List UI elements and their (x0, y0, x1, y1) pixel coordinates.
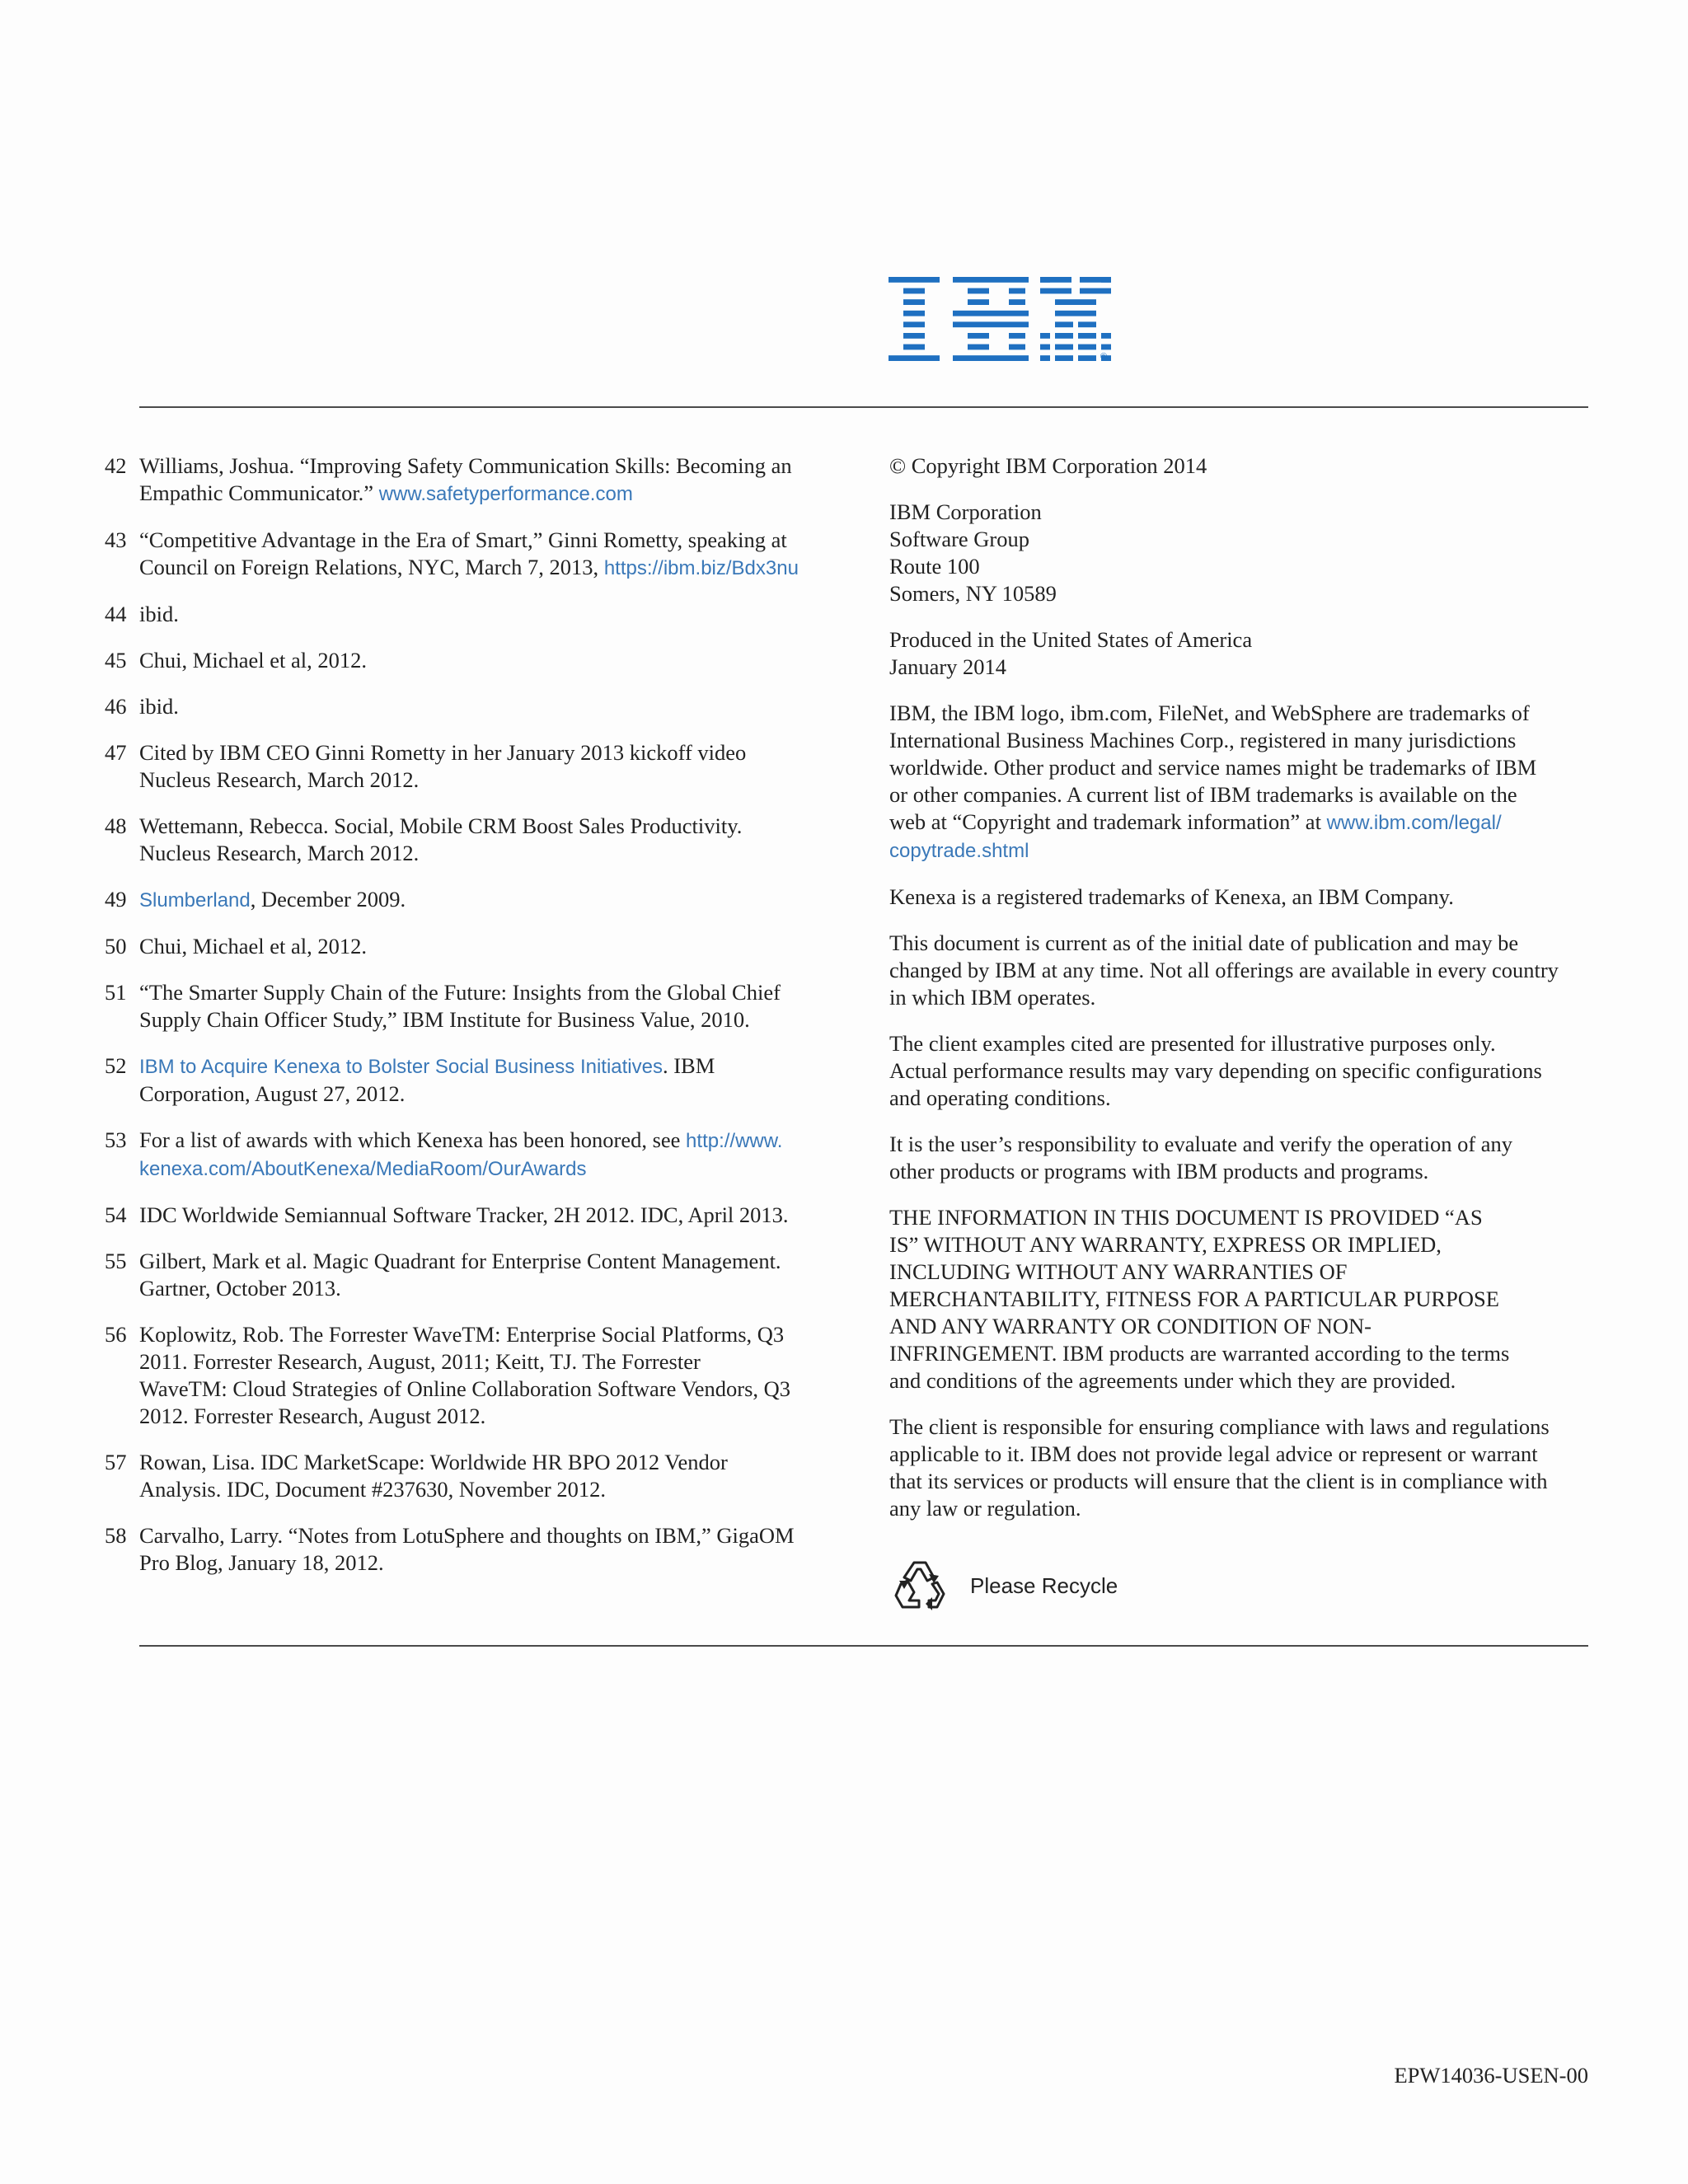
line-text: Chui, Michael et al, 2012. (139, 934, 367, 958)
footnote-number: 43 (105, 527, 127, 552)
text-line (889, 1468, 1590, 1495)
text-line (139, 1376, 846, 1403)
logo-stripe (889, 277, 940, 283)
line-text: any law or regulation. (889, 1496, 1081, 1521)
line-text: Kenexa is a registered trademarks of Kenexa, an IBM Company. (889, 884, 1454, 909)
line-text: It is the user’s responsibility to evaluate and verify the operation of any (889, 1132, 1513, 1156)
logo-stripe (1040, 288, 1071, 294)
line-text: Supply Chain Officer Study,” IBM Institute for Business Value, 2010. (139, 1007, 750, 1032)
text-line (139, 480, 846, 508)
line-text: Empathic Communicator.” (139, 480, 379, 505)
footnote-text (139, 1321, 846, 1430)
text-line (889, 883, 1590, 911)
text-line (139, 554, 846, 582)
footnote-item (105, 693, 846, 720)
footnote-text (139, 647, 846, 674)
text-line (139, 1449, 846, 1476)
text-line (139, 766, 846, 794)
footnote-item (105, 979, 846, 1033)
logo-stripe (903, 333, 925, 339)
text-line (139, 1321, 846, 1348)
text-line (139, 1348, 846, 1376)
line-text: worldwide. Other product and service names might be trademarks of IBM (889, 755, 1537, 780)
text-line (139, 1080, 846, 1108)
line-text: Carvalho, Larry. “Notes from LotuSphere and thoughts on IBM,” GigaOM (139, 1523, 795, 1548)
text-line (889, 808, 1590, 837)
text-line (139, 452, 846, 480)
line-text: web at “Copyright and trademark information” at (889, 809, 1327, 834)
text-line (139, 1549, 846, 1577)
line-text: IDC Worldwide Semiannual Software Tracker, 2H 2012. IDC, April 2013. (139, 1202, 789, 1227)
text-line (139, 1052, 846, 1080)
recycle-label: Please Recycle (970, 1572, 1118, 1598)
line-text: Somers, NY 10589 (889, 581, 1057, 606)
line-text: in which IBM operates. (889, 985, 1096, 1010)
line-text: IBM, the IBM logo, ibm.com, FileNet, and WebSphere are trademarks of (889, 701, 1530, 725)
line-text: INFRINGEMENT. IBM products are warranted according to the terms (889, 1341, 1510, 1366)
text-line (889, 1313, 1590, 1340)
reference-link[interactable]: Slumberland (139, 889, 251, 912)
logo-stripe (903, 344, 925, 350)
logo-stripe (1101, 344, 1111, 350)
footnote-text (139, 601, 846, 628)
logo-stripe (1055, 355, 1073, 361)
text-line (139, 813, 846, 840)
line-text: January 2014 (889, 654, 1007, 679)
line-text: Rowan, Lisa. IDC MarketScape: Worldwide HR BPO 2012 Vendor (139, 1450, 728, 1474)
text-line (889, 1057, 1590, 1085)
line-text: Produced in the United States of America (889, 627, 1253, 652)
legal-notices (889, 452, 1590, 1541)
line-text: Route 100 (889, 554, 980, 579)
line-text: that its services or products will ensure that the client is in compliance with (889, 1469, 1548, 1493)
line-text: “The Smarter Supply Chain of the Future: Insights from the Global Chief (139, 980, 781, 1005)
line-text: Cited by IBM CEO Ginni Rometty in her January 2013 kickoff video (139, 740, 747, 765)
footnote-number: 45 (105, 648, 127, 673)
text-line (139, 979, 846, 1006)
recycle-icon (889, 1556, 950, 1615)
line-text: © Copyright IBM Corporation 2014 (889, 453, 1207, 478)
line-text: International Business Machines Corp., registered in many jurisdictions (889, 728, 1517, 752)
text-line (889, 1231, 1590, 1258)
line-text: AND ANY WARRANTY OR CONDITION OF NON- (889, 1314, 1372, 1338)
text-line (139, 527, 846, 554)
footnote-item (105, 933, 846, 960)
text-line (139, 1476, 846, 1503)
line-text: For a list of awards with which Kenexa has been honored, see (139, 1127, 687, 1152)
footnote-text (139, 886, 846, 914)
footnote-number: 56 (105, 1322, 127, 1347)
logo-stripe (1040, 344, 1050, 350)
logo-stripe (1078, 333, 1096, 339)
footnote-item (105, 886, 846, 914)
text-line (139, 840, 846, 867)
logo-stripe (1009, 344, 1025, 350)
line-text: , December 2009. (250, 887, 406, 912)
legal-paragraph (889, 700, 1590, 865)
line-text: Wettemann, Rebecca. Social, Mobile CRM Boost Sales Productivity. (139, 813, 743, 838)
footnote-number: 57 (105, 1450, 127, 1474)
line-text: 2011. Forrester Research, August, 2011; Keitt, TJ. The Forrester (139, 1349, 701, 1374)
text-line (889, 1204, 1590, 1231)
line-text: . IBM (662, 1053, 715, 1078)
footnote-item (105, 1321, 846, 1430)
text-line (139, 1275, 846, 1302)
text-line (889, 1340, 1590, 1367)
text-line (889, 580, 1590, 607)
footnote-item (105, 1127, 846, 1183)
line-text: MERCHANTABILITY, FITNESS FOR A PARTICULAR PURPOSE (889, 1286, 1499, 1311)
footnote-text (139, 1127, 846, 1183)
text-line (889, 1286, 1590, 1313)
reference-link[interactable]: www.safetyperformance.com (378, 483, 633, 505)
recycle-notice (889, 1556, 1118, 1615)
line-text: Nucleus Research, March 2012. (139, 841, 420, 865)
logo-stripe (953, 277, 1029, 283)
logo-stripe (1040, 355, 1050, 361)
logo-stripe (1009, 333, 1025, 339)
line-text: Pro Blog, January 18, 2012. (139, 1550, 384, 1575)
text-line (889, 1158, 1590, 1185)
legal-paragraph (889, 499, 1590, 607)
footnote-text (139, 1248, 846, 1302)
footnote-text (139, 739, 846, 794)
bottom-divider (139, 1645, 1588, 1647)
text-line (889, 1413, 1590, 1441)
line-text: Williams, Joshua. “Improving Safety Communication Skills: Becoming an (139, 453, 792, 478)
footnote-text (139, 1522, 846, 1577)
text-line (889, 1441, 1590, 1468)
logo-stripe (953, 321, 1029, 327)
footnote-number: 54 (105, 1202, 127, 1227)
text-line (889, 754, 1590, 781)
line-text: Analysis. IDC, Document #237630, November 2012. (139, 1477, 606, 1502)
line-text: INCLUDING WITHOUT ANY WARRANTIES OF (889, 1259, 1348, 1284)
footnote-item (105, 527, 846, 582)
line-text: 2012. Forrester Research, August 2012. (139, 1404, 486, 1428)
text-line (889, 1258, 1590, 1286)
text-line (889, 727, 1590, 754)
legal-paragraph (889, 1131, 1590, 1185)
text-line (889, 1030, 1590, 1057)
footnote-text (139, 452, 846, 508)
text-line (889, 700, 1590, 727)
line-text: IBM Corporation (889, 499, 1042, 524)
footnote-text (139, 693, 846, 720)
document-number: EPW14036-USEN-00 (1394, 2063, 1588, 2088)
line-text: other products or programs with IBM products and programs. (889, 1159, 1429, 1183)
logo-stripe (1055, 321, 1073, 327)
footnote-text (139, 527, 846, 582)
logo-stripe (968, 333, 989, 339)
legal-paragraph (889, 883, 1590, 911)
footnote-number: 53 (105, 1127, 127, 1152)
footnote-text (139, 813, 846, 867)
logo-stripe (1055, 311, 1096, 316)
logo-stripe (953, 311, 1029, 316)
text-line (139, 1522, 846, 1549)
line-text: applicable to it. IBM does not provide legal advice or represent or warrant (889, 1441, 1538, 1466)
line-text: Gilbert, Mark et al. Magic Quadrant for Enterprise Content Management. (139, 1249, 781, 1273)
logo-stripe (968, 288, 989, 294)
line-text: or other companies. A current list of IBM trademarks is available on the (889, 782, 1517, 807)
text-line (139, 1403, 846, 1430)
logo-stripe (1009, 288, 1025, 294)
logo-stripe (903, 311, 925, 316)
logo-stripe (1101, 277, 1111, 283)
footnote-number: 50 (105, 934, 127, 958)
footnote-item (105, 1522, 846, 1577)
line-text: Koplowitz, Rob. The Forrester WaveTM: Enterprise Social Platforms, Q3 (139, 1322, 785, 1347)
text-line (889, 499, 1590, 526)
logo-stripe (968, 344, 989, 350)
text-line (139, 1202, 846, 1229)
line-text: This document is current as of the initial date of publication and may be (889, 930, 1519, 955)
footnote-item (105, 1202, 846, 1229)
text-line (139, 933, 846, 960)
legal-paragraph (889, 930, 1590, 1011)
text-line (889, 452, 1590, 480)
legal-paragraph (889, 1413, 1590, 1522)
text-line (139, 601, 846, 628)
reference-link[interactable]: www.ibm.com/legal/ (1326, 812, 1502, 834)
line-text: ibid. (139, 694, 179, 719)
footnote-number: 42 (105, 453, 127, 478)
line-text: Council on Foreign Relations, NYC, March 7, 2013, (139, 555, 604, 579)
line-text: ibid. (139, 602, 179, 626)
line-text: The client is responsible for ensuring compliance with laws and regulations (889, 1414, 1550, 1439)
text-line (889, 930, 1590, 957)
logo-stripe (1009, 299, 1025, 305)
line-text: Corporation, August 27, 2012. (139, 1081, 406, 1106)
text-line (889, 654, 1590, 681)
footnote-item (105, 1052, 846, 1108)
footnote-item (105, 813, 846, 867)
line-text: IS” WITHOUT ANY WARRANTY, EXPRESS OR IMPLIED, (889, 1232, 1442, 1257)
logo-stripe (1080, 288, 1111, 294)
text-line (889, 1495, 1590, 1522)
footnote-number: 49 (105, 887, 127, 912)
text-line (139, 886, 846, 914)
legal-paragraph (889, 1204, 1590, 1394)
text-line (889, 984, 1590, 1011)
footnote-number: 58 (105, 1523, 127, 1548)
line-text: Nucleus Research, March 2012. (139, 767, 420, 792)
line-text: Software Group (889, 527, 1029, 551)
reference-link[interactable]: kenexa.com/AboutKenexa/MediaRoom/OurAwards (139, 1158, 587, 1180)
line-text: WaveTM: Cloud Strategies of Online Collaboration Software Vendors, Q3 (139, 1376, 791, 1401)
text-line (889, 553, 1590, 580)
logo-stripe (1078, 355, 1096, 361)
reference-link[interactable]: IBM to Acquire Kenexa to Bolster Social Business Initiatives (139, 1056, 663, 1078)
footnote-text (139, 979, 846, 1033)
logo-stripe (1055, 344, 1073, 350)
line-text: Gartner, October 2013. (139, 1276, 341, 1301)
logo-stripe (953, 355, 1029, 361)
text-line (889, 1131, 1590, 1158)
footnote-text (139, 1449, 846, 1503)
ibm-logo (889, 277, 1111, 361)
footnote-item (105, 601, 846, 628)
logo-stripe (1040, 277, 1050, 283)
text-line (139, 1006, 846, 1033)
footnote-text (139, 933, 846, 960)
footnote-number: 52 (105, 1053, 127, 1078)
top-divider (139, 406, 1588, 408)
footnote-item (105, 1449, 846, 1503)
footnote-item (105, 739, 846, 794)
logo-stripe (903, 321, 925, 327)
text-line (889, 957, 1590, 984)
footnote-text (139, 1052, 846, 1108)
footnote-item (105, 452, 846, 508)
logo-stripe (1078, 321, 1096, 327)
text-line (139, 647, 846, 674)
footnote-item (105, 1248, 846, 1302)
text-line (889, 626, 1590, 654)
footnotes-list (105, 452, 846, 1596)
text-line (889, 1367, 1590, 1394)
logo-stripe (1078, 344, 1096, 350)
legal-paragraph (889, 1030, 1590, 1112)
line-text: changed by IBM at any time. Not all offerings are available in every country (889, 958, 1559, 982)
logo-stripe (1101, 333, 1111, 339)
logo-stripe (889, 355, 940, 361)
logo-stripe (1040, 333, 1050, 339)
text-line (139, 693, 846, 720)
footnote-number: 51 (105, 980, 127, 1005)
footnote-number: 46 (105, 694, 127, 719)
reference-link[interactable]: https://ibm.biz/Bdx3nu (603, 557, 799, 579)
svg-text:®: ® (1100, 352, 1108, 361)
footnote-number: 48 (105, 813, 127, 838)
legal-paragraph (889, 626, 1590, 681)
text-line (139, 1248, 846, 1275)
line-text: and conditions of the agreements under which they are provided. (889, 1368, 1456, 1393)
reference-link[interactable]: http://www. (686, 1130, 783, 1152)
footnote-text (139, 1202, 846, 1229)
text-line (889, 837, 1590, 865)
line-text: and operating conditions. (889, 1085, 1111, 1110)
text-line (139, 739, 846, 766)
logo-stripe (903, 288, 925, 294)
logo-stripe (1055, 333, 1073, 339)
text-line (139, 1155, 846, 1183)
text-line (139, 1127, 846, 1155)
text-line (889, 526, 1590, 553)
footnote-item (105, 647, 846, 674)
line-text: “Competitive Advantage in the Era of Smart,” Ginni Rometty, speaking at (139, 527, 787, 552)
logo-stripe (968, 299, 989, 305)
line-text: Chui, Michael et al, 2012. (139, 648, 367, 673)
logo-stripe (1055, 299, 1096, 305)
line-text: The client examples cited are presented for illustrative purposes only. (889, 1031, 1496, 1056)
legal-paragraph (889, 452, 1590, 480)
line-text: THE INFORMATION IN THIS DOCUMENT IS PROVIDED “AS (889, 1205, 1483, 1230)
logo-stripe (903, 299, 925, 305)
text-line (889, 1085, 1590, 1112)
reference-link[interactable]: copytrade.shtml (889, 840, 1029, 862)
footnote-number: 55 (105, 1249, 127, 1273)
footnote-number: 44 (105, 602, 127, 626)
text-line (889, 781, 1590, 808)
footnote-number: 47 (105, 740, 127, 765)
line-text: Actual performance results may vary depending on specific configurations (889, 1058, 1542, 1083)
